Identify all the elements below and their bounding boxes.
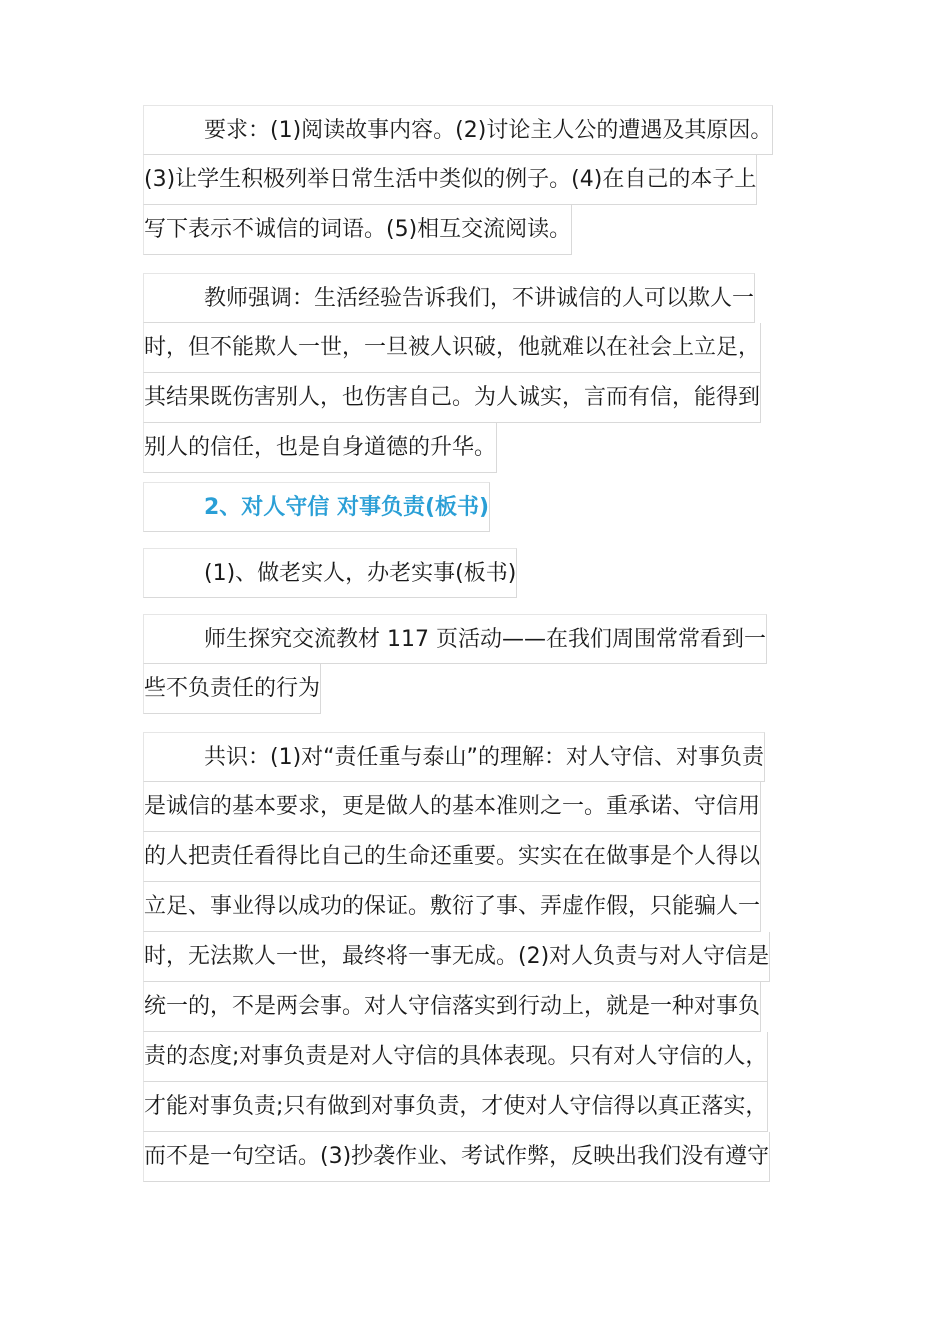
text-line: 别人的信任，也是自身道德的升华。 xyxy=(143,423,497,473)
text-line: 而不是一句空话。(3)抄袭作业、考试作弊，反映出我们没有遵守 xyxy=(143,1132,770,1182)
text-line: 写下表示不诚信的词语。(5)相互交流阅读。 xyxy=(143,205,572,255)
text-line: (3)让学生积极列举日常生活中类似的例子。(4)在自己的本子上 xyxy=(143,155,757,205)
text-line: 才能对事负责;只有做到对事负责，才使对人守信得以真正落实， xyxy=(143,1082,768,1132)
paragraph-subheading xyxy=(143,548,517,598)
text-line: 些不负责任的行为 xyxy=(143,664,321,714)
section-heading xyxy=(143,482,490,532)
text-line: 责的态度;对事负责是对人守信的具体表现。只有对人守信的人， xyxy=(143,1032,768,1082)
paragraph-activity xyxy=(143,614,767,714)
text-line: 教师强调：生活经验告诉我们，不讲诚信的人可以欺人一 xyxy=(143,273,755,323)
text-line: (1)、做老实人，办老实事(板书) xyxy=(143,548,517,598)
text-line: 是诚信的基本要求，更是做人的基本准则之一。重承诺、守信用 xyxy=(143,782,761,832)
text-line: 立足、事业得以成功的保证。敷衍了事、弄虚作假，只能骗人一 xyxy=(143,882,761,932)
paragraph-teacher-emphasis xyxy=(143,273,761,473)
paragraph-consensus xyxy=(143,732,770,1182)
text-line: 要求：(1)阅读故事内容。(2)讨论主人公的遭遇及其原因。 xyxy=(143,105,773,155)
text-line: 时，但不能欺人一世，一旦被人识破，他就难以在社会上立足， xyxy=(143,323,761,373)
text-line: 时，无法欺人一世，最终将一事无成。(2)对人负责与对人守信是 xyxy=(143,932,770,982)
heading-line: 2、对人守信 对事负责(板书) xyxy=(143,482,490,532)
text-line: 师生探究交流教材 117 页活动——在我们周围常常看到一 xyxy=(143,614,767,664)
text-line: 其结果既伤害别人，也伤害自己。为人诚实，言而有信，能得到 xyxy=(143,373,761,423)
text-line: 共识：(1)对“责任重与泰山”的理解：对人守信、对事负责 xyxy=(143,732,765,782)
text-line: 统一的，不是两会事。对人守信落实到行动上，就是一种对事负 xyxy=(143,982,761,1032)
text-line: 的人把责任看得比自己的生命还重要。实实在在做事是个人得以 xyxy=(143,832,761,882)
paragraph-requirements xyxy=(143,105,773,255)
